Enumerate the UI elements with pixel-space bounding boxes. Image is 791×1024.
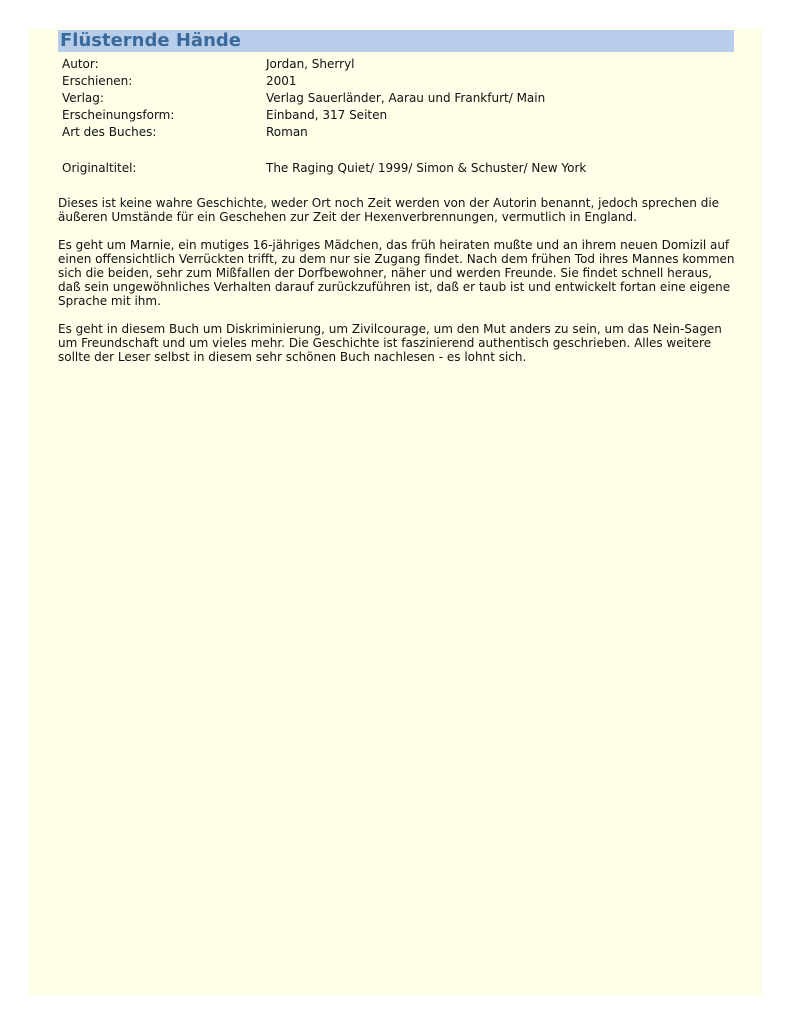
detail-value: Jordan, Sherryl	[266, 57, 355, 71]
detail-spacer	[58, 141, 586, 160]
detail-row-author	[58, 56, 586, 73]
detail-value: Verlag Sauerländer, Aarau und Frankfurt/ Main	[266, 91, 546, 105]
detail-row-original-title	[58, 160, 586, 177]
book-details-table	[58, 56, 586, 177]
detail-label: Erscheinungsform:	[62, 108, 175, 122]
detail-row-publisher	[58, 90, 586, 107]
detail-row-published	[58, 73, 586, 90]
detail-label: Autor:	[62, 57, 99, 71]
detail-value: Einband, 317 Seiten	[266, 108, 388, 122]
book-review-page	[28, 28, 762, 996]
description-paragraph: Dieses ist keine wahre Geschichte, weder Ort noch Zeit werden von der Autorin benannt, jedoch sprechen die äußeren Umstände für ein Geschehen zur Zeit der Hexenverbrennungen, vermutlich in England.	[58, 196, 720, 224]
description-paragraph: Es geht in diesem Buch um Diskriminierung, um Zivilcourage, um den Mut anders zu sein, um das Nein-Sagen um Freundschaft und um vieles mehr. Die Geschichte ist faszinierend authentisch geschrieben. Alles weitere sollte der Leser selbst in diesem sehr schönen Buch nachlesen - es lohnt sich.	[58, 322, 722, 364]
detail-value: Roman	[266, 125, 308, 139]
detail-label: Originaltitel:	[62, 161, 137, 175]
detail-value: 2001	[266, 74, 297, 88]
detail-label: Erschienen:	[62, 74, 133, 88]
detail-row-type	[58, 124, 586, 141]
detail-label: Art des Buches:	[62, 125, 157, 139]
book-description	[58, 196, 738, 378]
detail-row-format	[58, 107, 586, 124]
title-bar	[58, 30, 734, 52]
book-title: Flüsternde Hände	[60, 30, 241, 51]
detail-value: The Raging Quiet/ 1999/ Simon & Schuster/ New York	[266, 161, 587, 175]
description-paragraph: Es geht um Marnie, ein mutiges 16-jähriges Mädchen, das früh heiraten mußte und an ihrem neuen Domizil auf einen offensichtlich Verrückten trifft, zu dem nur sie Zugang findet. Nach dem frühen Tod ihres Mannes kommen sich die beiden, sehr zum Mißfallen der Dorfbewohner, näher und werden Freunde. Sie findet schnell heraus, daß sein ungewöhnliches Verhalten darauf zurückzuführen ist, daß er taub ist und entwickelt fortan eine eigene Sprache mit ihm.	[58, 238, 735, 308]
detail-label: Verlag:	[62, 91, 104, 105]
